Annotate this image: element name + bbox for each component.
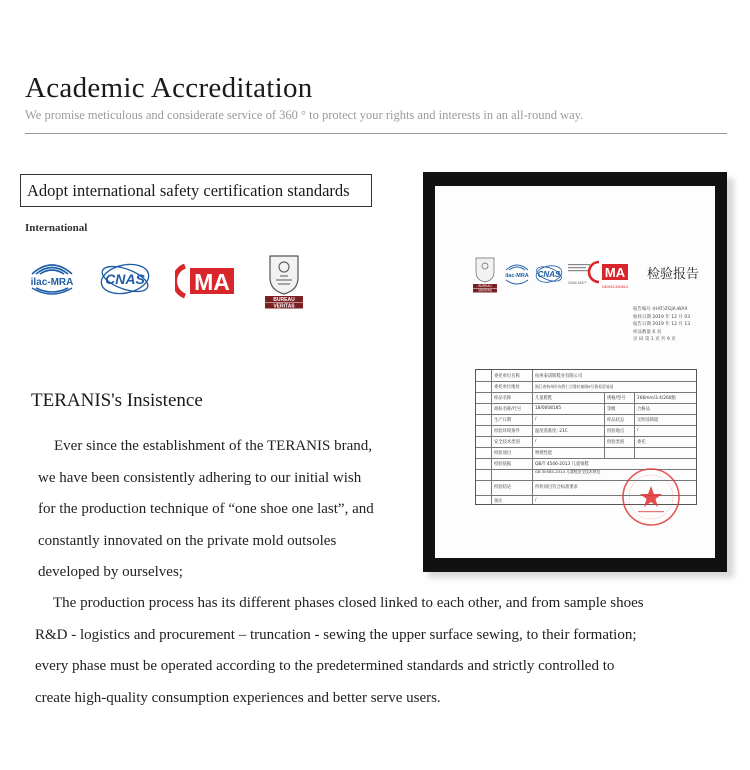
report-title: 检验报告: [647, 267, 700, 282]
svg-text:CNAS L6377: CNAS L6377: [568, 281, 587, 285]
paragraph-line: create high-quality consumption experiences and better serve users.: [35, 689, 441, 706]
international-label: International: [25, 222, 88, 234]
report-table: 委托单位名称 杭州泰诺斯鞋业有限公司 委托单位地址 浙江省杭州市向管仁目鲁拉崩路9号鲁易贸易园 样品名称 儿童鞋鞋 规格/型号 266mm/3.4/260點 商标名称/代号 18/0008185 等级 合格品 生产日期 / 样品状态 无明显缺陷 检验环境条件 温度基准度: 21C 检验地点 / 安全技术类别 / 检验类别 委托 检验项目 物理性能 检验依据 QB/T 4546-2013 儿童领鞋 GB 30585-2014 儿童鞋安全技术规范 检验结论 所检项目符合标准要求 备注 /: [475, 369, 697, 505]
cma-text: MA: [194, 269, 230, 295]
svg-text:150611340812: 150611340812: [601, 284, 629, 289]
insistence-paragraph-2: [35, 588, 644, 714]
ilac-mra-text: ilac-MRA: [30, 277, 74, 288]
cnas-text: CNAS: [105, 271, 145, 287]
paragraph-line: R&D - logistics and procurement – truncation - sewing the upper surface sewing, to their formation;: [35, 626, 637, 643]
official-seal-stamp: [620, 466, 682, 528]
svg-text:ilac-MRA: ilac-MRA: [505, 273, 529, 279]
insistence-paragraph-1: [38, 431, 374, 589]
svg-text:VERITAS: VERITAS: [478, 288, 492, 293]
paragraph-line: Ever since the establishment of the TERANIS brand,: [54, 438, 372, 454]
svg-text:MA: MA: [604, 265, 626, 280]
bureau-veritas-logo: [262, 252, 306, 310]
divider: [25, 133, 727, 134]
cnas-logo: [96, 258, 154, 300]
paragraph-line: developed by ourselves;: [38, 564, 183, 580]
page-title: Academic Accreditation: [25, 72, 313, 104]
svg-text:BUREAU: BUREAU: [478, 284, 492, 289]
page-subtitle: We promise meticulous and considerate service of 360 ° to protect your rights and interests in an all-round way.: [25, 108, 584, 122]
paragraph-line: every phase must be operated according to the predetermined standards and strictly controlled to: [35, 658, 615, 674]
paragraph-line: The production process has its different phases closed linked to each other, and from sample shoes: [53, 595, 644, 611]
paragraph-line: for the production technique of “one shoe one last”, and: [38, 501, 374, 517]
report-meta: 报告编号 (HAT)ZGJA.WAX 收样日期 2019 年 12 月 03 报告日期 2019 年 12 月 13 样品数量 6 双 页 码 第 1 页 共 9 页: [633, 307, 691, 342]
certification-standards-label: Adopt international safety certification standards: [20, 174, 372, 207]
inspection-report: [435, 186, 715, 558]
insistence-heading: TERANIS's Insistence: [31, 390, 203, 411]
cma-logo: [175, 262, 239, 300]
report-logos: [472, 256, 644, 306]
framed-certificate: [423, 172, 727, 572]
ilac-mra-logo: [24, 254, 80, 302]
paragraph-line: constantly innovated on the private mold outsoles: [38, 532, 337, 549]
svg-text:VERITAS: VERITAS: [273, 303, 295, 310]
svg-text:CNAS: CNAS: [537, 270, 561, 279]
paragraph-line: we have been consistently adhering to our initial wish: [38, 469, 362, 486]
svg-text:BUREAU: BUREAU: [273, 297, 295, 303]
